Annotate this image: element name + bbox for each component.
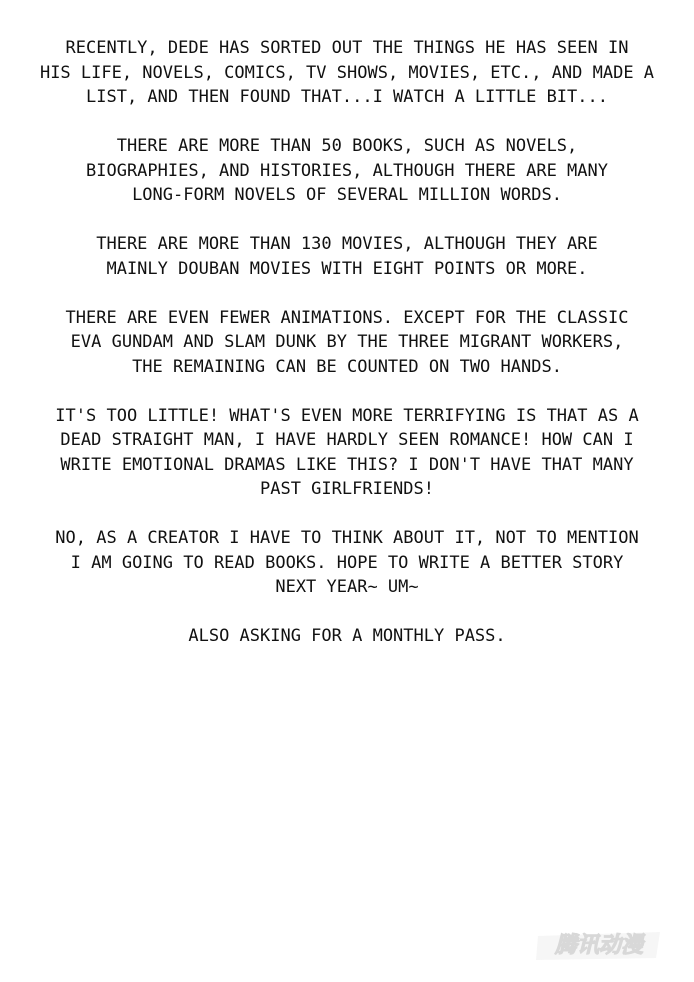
note-line: THE REMAINING CAN BE COUNTED ON TWO HANDS. (132, 356, 562, 377)
note-line: LIST, AND THEN FOUND THAT...I WATCH A LITTLE BIT... (86, 87, 608, 107)
note-line: IT'S TOO LITTLE! WHAT'S EVEN MORE TERRIFYING IS THAT AS A (55, 405, 639, 426)
note-line: LONG-FORM NOVELS OF SEVERAL MILLION WORDS. (132, 185, 562, 205)
note-paragraph-1 (20, 36, 674, 110)
note-line: THERE ARE MORE THAN 130 MOVIES, ALTHOUGH THEY ARE (96, 234, 598, 254)
watermark-text: 腾讯动漫 (554, 933, 644, 958)
note-line: BIOGRAPHIES, AND HISTORIES, ALTHOUGH THERE ARE MANY (86, 160, 608, 181)
watermark-graphic (534, 928, 664, 962)
note-line: THERE ARE EVEN FEWER ANIMATIONS. EXCEPT FOR THE CLASSIC (65, 307, 629, 328)
note-line: MAINLY DOUBAN MOVIES WITH EIGHT POINTS OR MORE. (106, 258, 588, 279)
tencent-comics-logo-icon (534, 928, 664, 962)
note-paragraph-7 (20, 624, 674, 649)
note-line: NEXT YEAR~ UM~ (275, 577, 419, 597)
note-line: PAST GIRLFRIENDS! (260, 479, 434, 499)
note-line: RECENTLY, DEDE HAS SORTED OUT THE THINGS HE HAS SEEN IN (65, 38, 629, 58)
note-line: HIS LIFE, NOVELS, COMICS, TV SHOWS, MOVIES, ETC., AND MADE A (39, 62, 655, 83)
note-line: EVA GUNDAM AND SLAM DUNK BY THE THREE MIGRANT WORKERS, (70, 332, 624, 352)
note-line: WRITE EMOTIONAL DRAMAS LIKE THIS? I DON'T HAVE THAT MANY (60, 454, 634, 475)
note-line: I AM GOING TO READ BOOKS. HOPE TO WRITE A BETTER STORY (70, 552, 624, 573)
note-line: NO, AS A CREATOR I HAVE TO THINK ABOUT IT, NOT TO MENTION (55, 528, 639, 548)
note-paragraph-5 (20, 404, 674, 502)
note-paragraph-3 (20, 232, 674, 281)
note-line: ALSO ASKING FOR A MONTHLY PASS. (188, 626, 506, 646)
author-notes (20, 36, 674, 673)
note-paragraph-6 (20, 526, 674, 600)
note-line: THERE ARE MORE THAN 50 BOOKS, SUCH AS NOVELS, (116, 136, 578, 156)
note-paragraph-2 (20, 134, 674, 208)
note-line: DEAD STRAIGHT MAN, I HAVE HARDLY SEEN ROMANCE! HOW CAN I (60, 430, 634, 450)
note-paragraph-4 (20, 306, 674, 380)
